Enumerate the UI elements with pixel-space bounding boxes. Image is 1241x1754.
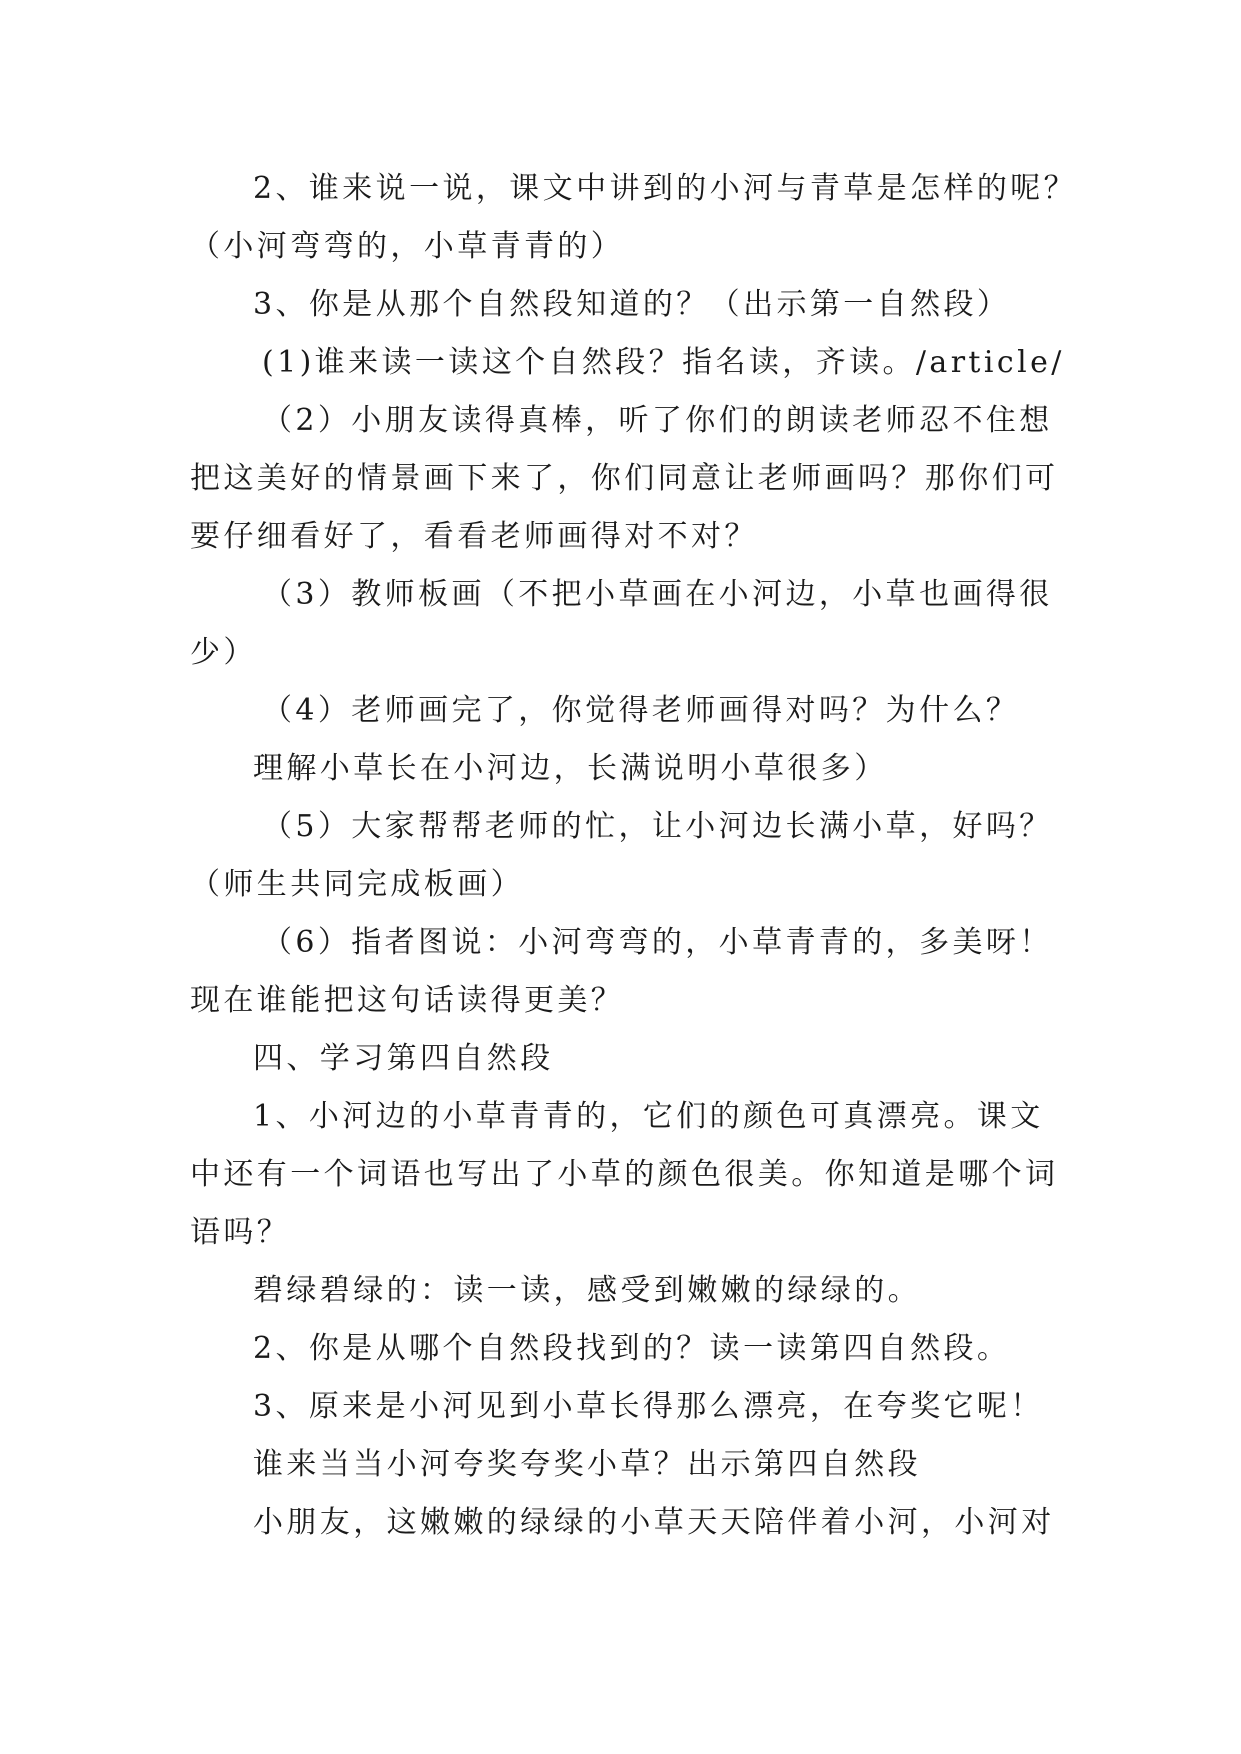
paragraph-line: 现在谁能把这句话读得更美？ bbox=[190, 983, 625, 1018]
paragraph-line: 中还有一个词语也写出了小草的颜色很美。你知道是哪个词 bbox=[190, 1157, 1059, 1192]
section-heading: 四、学习第四自然段 bbox=[253, 1041, 554, 1076]
paragraph-line: （6）指者图说：小河弯弯的，小草青青的，多美呀！ bbox=[262, 925, 1053, 960]
paragraph-line: 1、小河边的小草青青的，它们的颜色可真漂亮。课文 bbox=[253, 1099, 1044, 1134]
paragraph-line: （小河弯弯的，小草青青的） bbox=[190, 229, 625, 264]
paragraph-line: 2、你是从哪个自然段找到的？读一读第四自然段。 bbox=[253, 1331, 1011, 1366]
document-body bbox=[190, 160, 1078, 1552]
paragraph-line: （2）小朋友读得真棒，听了你们的朗读老师忍不住想 bbox=[262, 403, 1053, 438]
paragraph-line: 碧绿碧绿的：读一读，感受到嫩嫩的绿绿的。 bbox=[253, 1273, 921, 1308]
paragraph-line: （师生共同完成板画） bbox=[190, 867, 524, 902]
paragraph-line: 把这美好的情景画下来了，你们同意让老师画吗？那你们可 bbox=[190, 461, 1059, 496]
paragraph-line: 理解小草长在小河边，长满说明小草很多） bbox=[253, 751, 888, 786]
paragraph-line: （5）大家帮帮老师的忙，让小河边长满小草，好吗？ bbox=[262, 809, 1053, 844]
paragraph-line: (1)谁来读一读这个自然段？指名读，齐读。/article/ bbox=[262, 345, 1065, 380]
paragraph-line: 2、谁来说一说，课文中讲到的小河与青草是怎样的呢？ bbox=[253, 171, 1078, 206]
paragraph-line: 小朋友，这嫩嫩的绿绿的小草天天陪伴着小河，小河对 bbox=[253, 1505, 1055, 1540]
paragraph-line: （4）老师画完了，你觉得老师画得对吗？为什么？ bbox=[262, 693, 1020, 728]
paragraph-line: （3）教师板画（不把小草画在小河边，小草也画得很 bbox=[262, 577, 1053, 612]
paragraph-line: 语吗？ bbox=[190, 1215, 291, 1250]
paragraph-line: 少） bbox=[190, 635, 257, 670]
paragraph-line: 3、你是从那个自然段知道的？（出示第一自然段） bbox=[253, 287, 1011, 322]
paragraph-line: 3、原来是小河见到小草长得那么漂亮，在夸奖它呢！ bbox=[253, 1389, 1044, 1424]
paragraph-line: 谁来当当小河夸奖夸奖小草？出示第四自然段 bbox=[253, 1447, 921, 1482]
paragraph-line: 要仔细看好了，看看老师画得对不对？ bbox=[190, 519, 758, 554]
